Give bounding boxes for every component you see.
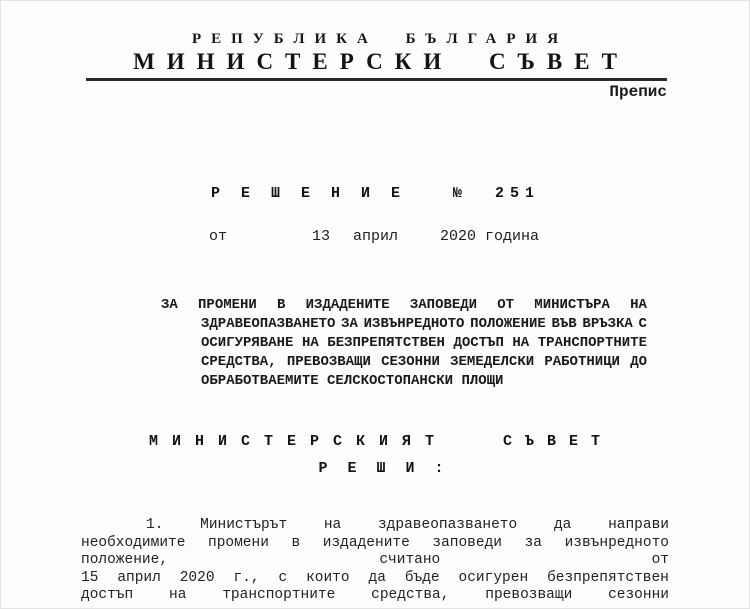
word: ОТ (497, 297, 515, 313)
word: ТРАНСПОРТНИТЕ (537, 335, 647, 351)
body-line-4 (81, 570, 669, 588)
date-line (1, 228, 749, 246)
word: направи (608, 517, 669, 533)
word: С (638, 316, 647, 332)
subject-line-5: ОБРАБОТВАЕМИТЕ СЕЛСКОСТОПАНСКИ ПЛОЩИ (201, 373, 504, 389)
word: безпрепятствен (547, 569, 669, 586)
subject-line-1 (161, 296, 647, 315)
word: необходимите (81, 534, 186, 551)
word: ВЪВ (551, 316, 577, 332)
date-from-word: от (209, 228, 228, 245)
word: ЗДРАВЕОПАЗВАНЕТО (201, 316, 336, 332)
resolution-word-2: СЪВЕТ (502, 433, 613, 450)
word: положение, (81, 552, 169, 569)
word: ПОЛОЖЕНИЕ (470, 316, 546, 332)
word: ДО (630, 354, 647, 370)
word: ЗАПОВЕДИ (409, 297, 478, 313)
word: средства, (371, 587, 450, 604)
body-line-5 (81, 587, 669, 605)
resolution-heading (149, 433, 613, 450)
word: транспортните (222, 587, 336, 604)
word: 15 (81, 569, 99, 586)
body-paragraph (81, 517, 669, 605)
word: с (278, 569, 288, 586)
date-day: 13 (312, 228, 331, 245)
body-line-1 (81, 517, 669, 535)
word: В (277, 297, 286, 313)
word: на (323, 517, 342, 533)
resolution-word-1: МИНИСТЕРСКИЯТ (149, 433, 449, 450)
word: СРЕДСТВА, (201, 354, 277, 370)
word: Министърът (200, 517, 288, 533)
word: НА (630, 297, 647, 313)
word: превозващи (485, 587, 573, 604)
word: осигурен (458, 569, 529, 586)
word: сезонни (608, 587, 669, 604)
word: април (117, 569, 161, 586)
word: ЗА (161, 297, 178, 313)
word: издадените (322, 534, 410, 551)
word: от (651, 552, 669, 569)
word: ИЗВЪНРЕДНОТО (363, 316, 465, 332)
subject-block (161, 296, 647, 391)
decision-number: 251 (495, 185, 541, 202)
word: в (291, 534, 301, 551)
word: БЕЗПРЕПЯТСТВЕН (327, 335, 445, 351)
subject-line-4 (201, 353, 647, 372)
word: здравеопазването (377, 517, 518, 533)
word: ОСИГУРЯВАНЕ (201, 335, 294, 351)
word: на (169, 587, 187, 604)
word: промени (208, 534, 269, 551)
subject-line-3 (201, 334, 647, 353)
word: заповеди (432, 534, 502, 551)
word: НА (301, 335, 319, 351)
word: достъп (81, 587, 134, 604)
republic-title: РЕПУБЛИКА БЪЛГАРИЯ (191, 31, 569, 47)
number-sign: № (453, 185, 463, 202)
copy-label: Препис (609, 83, 667, 101)
word: МИНИСТЪРА (534, 297, 610, 313)
word: считано (379, 552, 441, 569)
word: 2020 (179, 569, 215, 586)
header-rule (86, 78, 667, 81)
body-line-2 (81, 535, 669, 553)
decided-label: РЕШИ: (318, 460, 464, 477)
date-month: април (353, 228, 399, 245)
word: бъде (404, 569, 440, 586)
word: 1. (146, 517, 164, 533)
word: ПРЕВОЗВАЩИ (286, 354, 371, 370)
word: да (368, 569, 386, 586)
decision-title (1, 185, 749, 203)
word: г., (233, 569, 260, 586)
word: РАБОТНИЦИ (544, 354, 620, 370)
word: ВРЪЗКА (582, 316, 633, 332)
word: за (524, 534, 542, 551)
word: ЗЕМЕДЕЛСКИ (450, 354, 535, 370)
word: извънредното (564, 534, 669, 551)
council-title: МИНИСТЕРСКИ СЪВЕТ (133, 49, 629, 74)
word: ЗА (341, 316, 358, 332)
word: СЕЗОННИ (381, 354, 440, 370)
word: ДОСТЪП (453, 335, 504, 351)
date-year: 2020 година (440, 228, 540, 245)
word: ПРОМЕНИ (198, 297, 257, 313)
subject-line-2 (201, 315, 647, 334)
decision-word: РЕШЕНИЕ (211, 185, 422, 202)
word: НА (512, 335, 530, 351)
body-line-3 (81, 552, 669, 570)
word: да (553, 517, 572, 533)
word: ИЗДАДЕНИТЕ (305, 297, 390, 313)
word: които (306, 569, 350, 586)
